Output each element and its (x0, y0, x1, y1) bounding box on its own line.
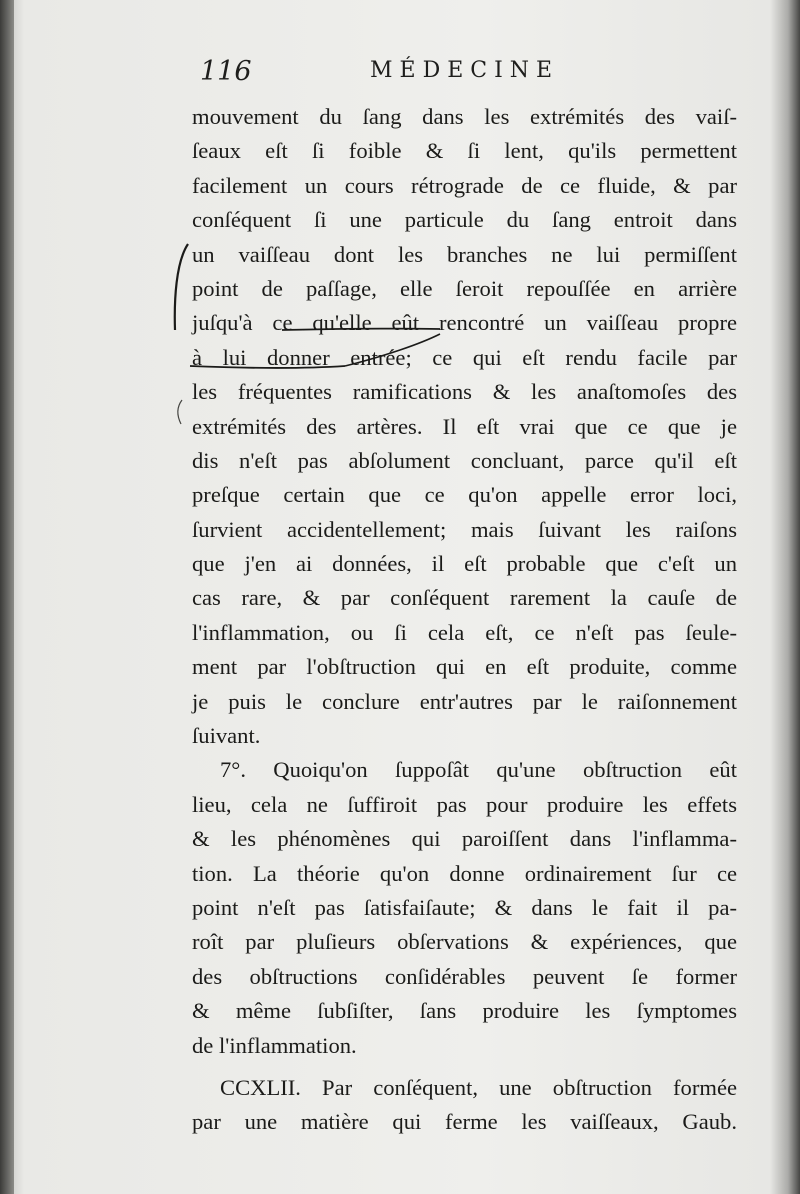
text-line: à lui donner entrée; ce qui eſt rendu facile par (192, 344, 737, 370)
text-line: tion. La théorie qu'on donne ordinairement ſur ce (192, 860, 737, 886)
body-text (192, 100, 737, 1140)
text-line: ſeaux eſt ſi foible & ſi lent, qu'ils permettent (192, 138, 737, 164)
margin-mark (178, 400, 182, 424)
text-line: extrémités des artères. Il eſt vrai que ce que je (192, 413, 737, 439)
text-line: par une matière qui ferme les vaiſſeaux, Gaub. (192, 1109, 737, 1135)
text-line: mouvement du ſang dans les extrémités des vaiſ- (192, 104, 737, 129)
page-edge-shadow (770, 0, 800, 1194)
page-number: 116 (200, 56, 252, 87)
text-line: des obſtructions conſidérables peuvent ſe former (192, 963, 737, 989)
binding-shadow (0, 0, 14, 1194)
text-line: les fréquentes ramifications & les anaſtomoſes des (192, 379, 737, 405)
margin-bracket-mark (175, 244, 188, 330)
text-line: facilement un cours rétrograde de ce fluide, & par (192, 172, 737, 198)
text-line: l'inflammation, ou ſi cela eſt, ce n'eſt pas ſeule- (192, 619, 737, 645)
text-line: & les phénomènes qui paroiſſent dans l'inflamma- (192, 826, 737, 852)
page-header (200, 56, 740, 92)
text-line: point n'eſt pas ſatisfaiſaute; & dans le fait il pa- (192, 894, 737, 920)
text-line: je puis le conclure entr'autres par le raiſonnement (192, 688, 737, 714)
text-line: & même ſubſiſter, ſans produire les ſymptomes (192, 998, 737, 1024)
text-line: CCXLII. Par conſéquent, une obſtruction formée (220, 1074, 737, 1100)
text-line: roît par pluſieurs obſervations & expériences, que (192, 929, 737, 955)
text-line: juſqu'à ce qu'elle eût rencontré un vaiſſeau propre (192, 310, 737, 336)
text-line: conſéquent ſi une particule du ſang entroit dans (192, 207, 737, 233)
text-line: lieu, cela ne ſuffiroit pas pour produire les effets (192, 791, 737, 817)
text-line: 7°. Quoiqu'on ſuppoſât qu'une obſtruction eût (220, 757, 737, 783)
text-line: ment par l'obſtruction qui en eſt produite, comme (192, 654, 737, 680)
text-line: dis n'eſt pas abſolument concluant, parce qu'il eſt (192, 447, 737, 473)
text-line: de l'inflammation. (192, 1032, 357, 1058)
text-line: un vaiſſeau dont les branches ne lui permiſſent (192, 241, 737, 267)
text-line: ſurvient accidentellement; mais ſuivant les raiſons (192, 516, 737, 542)
text-line: cas rare, & par conſéquent rarement la cauſe de (192, 585, 737, 611)
text-line: que j'en ai données, il eſt probable que c'eſt un (192, 551, 737, 577)
running-head: MÉDECINE (370, 58, 560, 83)
text-line: ſuivant. (192, 723, 261, 749)
text-line: preſque certain que ce qu'on appelle error loci, (192, 482, 737, 508)
text-line: point de paſſage, elle ſeroit repouſſée en arrière (192, 275, 737, 301)
